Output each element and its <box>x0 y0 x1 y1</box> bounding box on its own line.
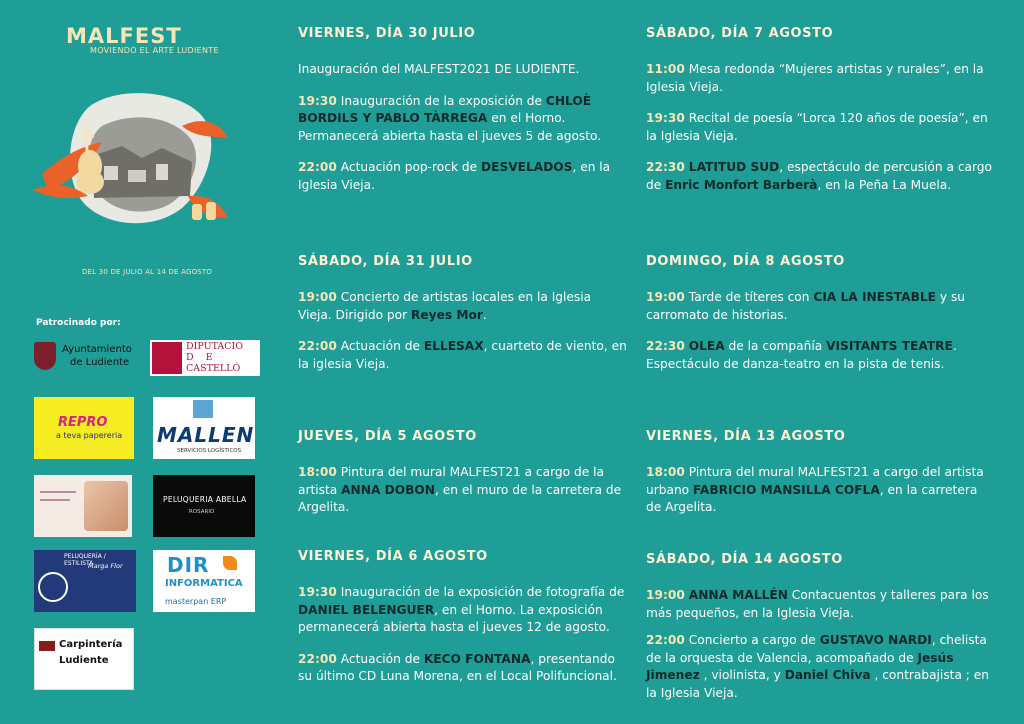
festival-dates: DEL 30 DE JULIO AL 14 DE AGOSTO <box>82 268 213 276</box>
festival-artwork <box>32 86 232 236</box>
day-block-5-agosto <box>298 429 628 531</box>
artist-name: ANNA MALLÉN <box>688 588 788 602</box>
artist-name: CHLOÈ BORDILS Y PABLO TÀRREGA <box>298 93 592 125</box>
event-text: Inauguración de la exposición de fotografía de <box>340 585 625 599</box>
artist-name: GUSTAVO NARDI <box>819 633 932 647</box>
diputacio-line3: CASTELLÓ <box>186 363 241 374</box>
event-text: Contacuentos y talleres para los más pequeños, en la Iglesia Vieja. <box>646 588 989 620</box>
artist-name: OLEA <box>688 339 725 353</box>
salon-scissors-icon <box>84 481 128 531</box>
carpinteria-line2: Ludiente <box>59 655 109 666</box>
carpinteria-bar-icon <box>39 641 55 651</box>
event-item <box>298 651 628 686</box>
event-time: 22:00 <box>646 633 685 647</box>
event-time: 22:30 <box>646 160 685 174</box>
sidebar <box>0 0 272 724</box>
event-text: y su carromato de historias. <box>646 290 966 322</box>
scissors-icon <box>38 572 68 602</box>
dir-line3: masterpan ERP <box>165 597 227 606</box>
day-heading: SÁBADO, DÍA 31 JULIO <box>298 254 473 269</box>
cubes-icon <box>193 400 213 418</box>
event-text: Mesa redonda “Mujeres artistas y rurales”, en la Iglesia Vieja. <box>646 62 984 94</box>
event-text: , presentando su último CD Luna Morena, en el Local Polifuncional. <box>298 651 617 683</box>
event-time: 22:00 <box>298 160 337 174</box>
mallen-name: MALLEN <box>157 423 255 447</box>
artist-name: Jesús Jimenez <box>646 650 954 682</box>
artist-name: DANIEL BELENGUER <box>298 602 435 617</box>
event-item <box>298 289 628 324</box>
dir-name: DIR <box>167 553 210 577</box>
event-text: Actuación de <box>340 339 424 353</box>
artist-name: VISITANTS TEATRE <box>826 339 953 353</box>
event-item <box>646 159 994 194</box>
carpinteria-line1: Carpintería <box>59 639 123 650</box>
salon-card-logo <box>34 475 132 537</box>
day-block-7-agosto <box>646 26 994 208</box>
diputacio-line2: D E <box>186 352 213 363</box>
event-text: , cuarteto de viento, en la iglesia Vieja. <box>298 339 627 371</box>
day-heading: VIERNES, DÍA 13 AGOSTO <box>646 429 846 444</box>
salon-card-lines <box>40 491 76 493</box>
event-text: en el Horno. Permanecerá abierta hasta el jueves 5 de agosto. <box>298 111 602 143</box>
event-item <box>646 587 994 622</box>
day-heading: DOMINGO, DÍA 8 AGOSTO <box>646 254 845 269</box>
day-block-30-julio <box>298 26 628 208</box>
abella-name: PELUQUERIA ABELLA <box>163 495 247 504</box>
repro-logo <box>34 397 134 459</box>
event-text: , chelista de la orquesta de Valencia, acompañado de <box>646 633 987 665</box>
event-time: 18:00 <box>298 465 337 479</box>
event-time: 22:00 <box>298 339 337 353</box>
dir-informatica-logo <box>153 550 255 612</box>
event-text: , espectáculo de percusión a cargo de <box>646 160 992 192</box>
marga-line1: PELUQUERÍA / ESTILISTA <box>64 553 106 567</box>
event-text: , contrabajista ; en la Iglesia Vieja. <box>646 668 989 700</box>
festival-title: MALFEST <box>66 24 182 48</box>
dir-leaf-icon <box>223 556 237 570</box>
event-time: 19:30 <box>298 585 337 599</box>
event-text: , en la Iglesia Vieja. <box>298 160 611 192</box>
day-block-8-agosto <box>646 254 994 387</box>
day-block-31-julio <box>298 254 628 387</box>
artist-name: CIA LA INESTABLE <box>813 290 936 304</box>
artist-name: ANNA DOBON <box>341 482 435 497</box>
event-item <box>646 464 994 517</box>
diputacio-logo <box>150 340 260 376</box>
sponsors-label: Patrocinado por: <box>36 318 121 328</box>
event-time: 19:00 <box>298 290 337 304</box>
day-heading: VIERNES, DÍA 30 JULIO <box>298 26 476 41</box>
event-item <box>646 61 994 96</box>
repro-tag: a teva papereria <box>56 431 123 440</box>
event-text: , violinista, y <box>699 668 785 682</box>
artist-name: FABRICIO MANSILLA COFLA <box>693 482 880 497</box>
day-heading: JUEVES, DÍA 5 AGOSTO <box>298 429 477 444</box>
day-block-13-agosto <box>646 429 994 531</box>
artist-name: KECO FONTANA <box>423 651 531 666</box>
artist-name: Daniel Chiva <box>784 668 871 682</box>
mallen-tag: SERVICIOS LOGÍSTICOS <box>177 448 242 454</box>
event-text: Tarde de títeres con <box>688 290 814 304</box>
event-time: 22:30 <box>646 339 685 353</box>
abella-owner: ROSARIO <box>189 509 215 515</box>
event-time: 18:00 <box>646 465 685 479</box>
repro-name: REPRO <box>58 415 108 430</box>
event-item <box>646 110 994 145</box>
artist-name: LATITUD SUD <box>688 160 780 174</box>
event-time: 19:00 <box>646 588 685 602</box>
event-text: . <box>482 307 487 322</box>
day-block-6-agosto <box>298 549 628 700</box>
event-text: Actuación pop-rock de <box>340 160 482 174</box>
event-text: Recital de poesía “Lorca 120 años de poesía”, en la Iglesia Vieja. <box>646 111 988 143</box>
diputacio-line1: DIPUTACIO <box>186 341 244 352</box>
peluqueria-abella-logo <box>153 475 255 537</box>
event-item <box>298 464 628 517</box>
artist-name: ELLESAX <box>423 339 484 353</box>
event-time: 19:30 <box>646 111 685 125</box>
artist-name: DESVELADOS <box>481 160 573 174</box>
event-item <box>646 338 994 373</box>
event-item <box>298 584 628 637</box>
event-text: , en el muro de la carretera de Argelita. <box>298 482 622 514</box>
event-text: de la compañía <box>724 339 827 353</box>
event-text: , en la carretera de Argelita. <box>646 482 978 514</box>
event-item <box>298 159 628 194</box>
mallen-logo <box>153 397 255 459</box>
event-text: , en la Peña La Muela. <box>817 177 952 192</box>
event-time: 11:00 <box>646 62 685 76</box>
ayuntamiento-line2: de Ludiente <box>70 357 130 368</box>
event-item <box>298 338 628 373</box>
day-heading: SÁBADO, DÍA 14 AGOSTO <box>646 552 843 567</box>
event-item <box>298 93 628 146</box>
artist-name: Enric Monfort Barberà <box>665 177 818 192</box>
festival-subtitle: MOVIENDO EL ARTE LUDIENTE <box>90 46 219 55</box>
event-time: 22:00 <box>298 651 337 666</box>
event-text: Concierto de artistas locales en la Iglesia Vieja. Dirigido por <box>298 290 592 322</box>
event-item <box>646 632 994 702</box>
peluqueria-marga-logo <box>34 550 136 612</box>
diputacio-emblem-icon <box>152 342 182 374</box>
salon-card-lines2 <box>40 499 70 501</box>
carpinteria-logo <box>34 628 134 690</box>
event-text: , en el Horno. La exposición permanecerá abierta hasta el jueves 12 de agosto. <box>298 602 610 634</box>
marga-line2: Marga Flor <box>88 562 123 570</box>
event-item <box>298 61 628 79</box>
event-time: 19:00 <box>646 290 685 304</box>
event-text: Concierto a cargo de <box>688 633 820 647</box>
artist-name: Reyes Mor <box>411 307 483 322</box>
event-time: 19:30 <box>298 93 337 108</box>
event-text: Pintura del mural MALFEST21 a cargo del artista urbano <box>646 465 984 497</box>
ayuntamiento-logo <box>32 340 144 374</box>
day-heading: SÁBADO, DÍA 7 AGOSTO <box>646 26 834 41</box>
event-item <box>646 289 994 324</box>
dir-line2: INFORMATICA <box>165 578 243 589</box>
ayuntamiento-line1: Ayuntamiento <box>62 344 132 355</box>
event-text: Pintura del mural MALFEST21 a cargo de la artista <box>298 465 604 497</box>
shield-icon <box>34 342 56 370</box>
event-text: Inauguración del MALFEST2021 DE LUDIENTE. <box>298 62 580 76</box>
event-text: Actuación de <box>340 651 424 666</box>
day-block-14-agosto <box>646 552 994 716</box>
day-heading: VIERNES, DÍA 6 AGOSTO <box>298 549 488 564</box>
event-text: . Espectáculo de danza-teatro en la pista de tenis. <box>646 339 957 371</box>
event-text: Inauguración de la exposición de <box>340 93 546 108</box>
